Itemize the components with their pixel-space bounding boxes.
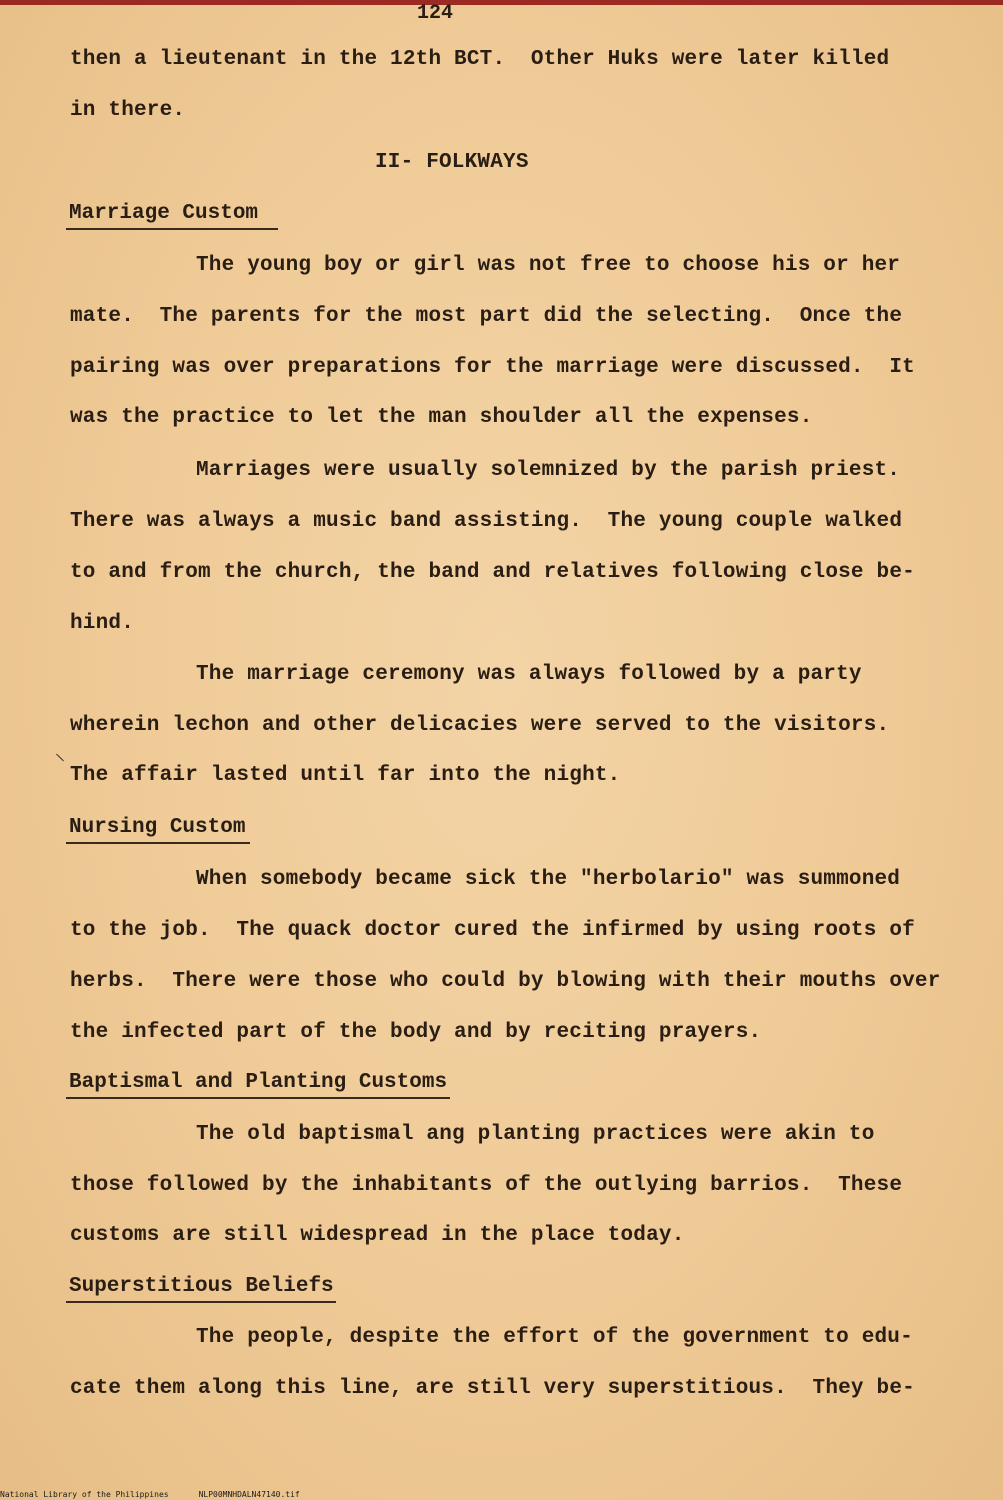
text-line: The marriage ceremony was always followed by a party (196, 663, 862, 686)
heading-underline (66, 1097, 450, 1099)
heading-marriage-custom: Marriage Custom (69, 202, 259, 225)
text-line: cate them along this line, are still very superstitious. They be- (70, 1377, 915, 1400)
text-line: The young boy or girl was not free to choose his or her (196, 254, 901, 277)
heading-baptismal-planting: Baptismal and Planting Customs (69, 1071, 448, 1094)
text-line: wherein lechon and other delicacies were served to the visitors. (70, 714, 890, 737)
page-number: 124 (417, 2, 454, 25)
page-top-edge (0, 0, 1003, 5)
scan-footer (0, 1490, 330, 1499)
text-line: pairing was over preparations for the marriage were discussed. It (70, 356, 915, 379)
text-line: When somebody became sick the "herbolario" was summoned (196, 868, 901, 891)
text-line: customs are still widespread in the place today. (70, 1224, 685, 1247)
text-line: Marriages were usually solemnized by the parish priest. (196, 459, 901, 482)
heading-superstitious-beliefs: Superstitious Beliefs (69, 1275, 334, 1298)
text-line: There was always a music band assisting. The young couple walked (70, 510, 903, 533)
text-line: The old baptismal ang planting practices were akin to (196, 1123, 875, 1146)
text-line: in there. (70, 99, 186, 122)
text-line: hind. (70, 612, 135, 635)
heading-underline (66, 1301, 336, 1303)
heading-nursing-custom: Nursing Custom (69, 816, 246, 839)
heading-underline (66, 842, 250, 844)
text-line: herbs. There were those who could by blowing with their mouths over (70, 970, 941, 993)
text-line: those followed by the inhabitants of the outlying barrios. These (70, 1174, 903, 1197)
text-line: to and from the church, the band and relatives following close be- (70, 561, 915, 584)
text-line: to the job. The quack doctor cured the infirmed by using roots of (70, 919, 915, 942)
heading-underline (66, 228, 278, 230)
text-line: then a lieutenant in the 12th BCT. Other Huks were later killed (70, 48, 890, 71)
text-line: The affair lasted until far into the night. (70, 764, 621, 787)
section-title: II- FOLKWAYS (375, 151, 529, 174)
footer-institution: National Library of the Philippines (0, 1490, 169, 1499)
stray-pen-mark (56, 754, 64, 762)
text-line: the infected part of the body and by reciting prayers. (70, 1021, 762, 1044)
footer-filename: NLP00MNHDALN47140.tif (198, 1490, 300, 1499)
text-line: The people, despite the effort of the government to edu- (196, 1326, 913, 1349)
text-line: mate. The parents for the most part did the selecting. Once the (70, 305, 903, 328)
text-line: was the practice to let the man shoulder all the expenses. (70, 406, 813, 429)
